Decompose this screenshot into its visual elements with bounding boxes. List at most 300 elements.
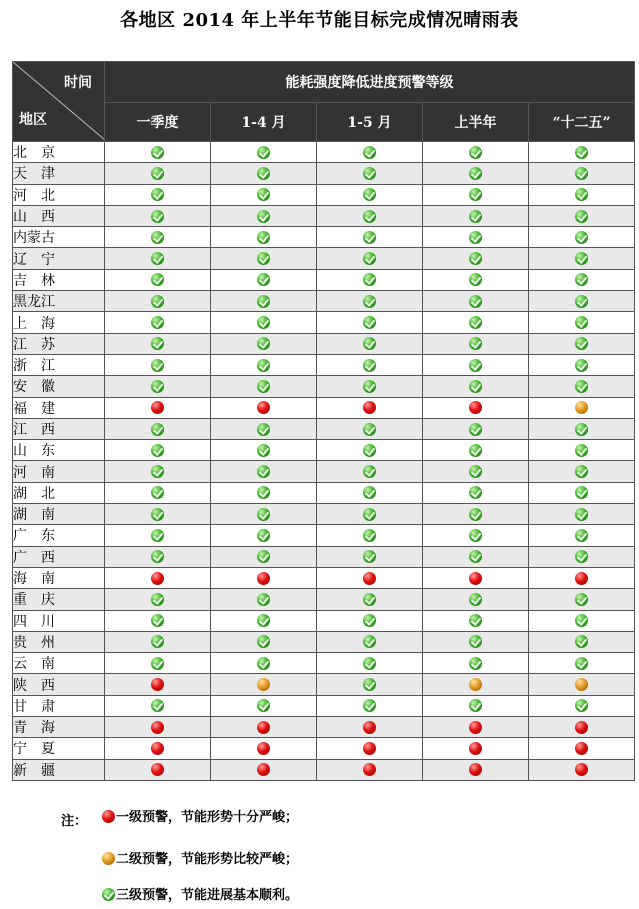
green-check-dot-icon: [469, 508, 482, 521]
green-check-dot-icon: [257, 550, 270, 563]
warning-cell: [317, 610, 423, 631]
green-check-dot-icon: [257, 529, 270, 542]
warning-cell: [529, 653, 635, 674]
warning-cell: [317, 269, 423, 290]
green-check-dot-icon: [151, 508, 164, 521]
red-warning-dot-icon: [151, 572, 164, 585]
warning-cell: [105, 653, 211, 674]
green-check-dot-icon: [575, 465, 588, 478]
green-check-dot-icon: [363, 614, 376, 627]
green-check-dot-icon: [575, 657, 588, 670]
warning-cell: [211, 631, 317, 652]
green-check-dot-icon: [363, 657, 376, 670]
warning-cell: [105, 674, 211, 695]
green-check-dot-icon: [575, 635, 588, 648]
green-check-dot-icon: [469, 423, 482, 436]
table-row: [13, 482, 635, 503]
green-check-dot-icon: [257, 273, 270, 286]
region-name: 江 西: [13, 418, 105, 439]
table-body: [13, 142, 635, 781]
corner-header: [13, 62, 105, 142]
warning-cell: [105, 440, 211, 461]
green-check-dot-icon: [469, 167, 482, 180]
warning-cell: [529, 504, 635, 525]
legend-item-green: [102, 884, 298, 903]
red-warning-dot-icon: [363, 742, 376, 755]
region-name: 福 建: [13, 397, 105, 418]
warning-cell: [529, 269, 635, 290]
red-warning-dot-icon: [102, 810, 115, 823]
warning-cell: [423, 376, 529, 397]
warning-cell: [529, 610, 635, 631]
green-check-dot-icon: [363, 167, 376, 180]
red-warning-dot-icon: [469, 742, 482, 755]
green-check-dot-icon: [151, 486, 164, 499]
warning-cell: [317, 653, 423, 674]
green-check-dot-icon: [257, 167, 270, 180]
region-name: 吉 林: [13, 269, 105, 290]
warning-cell: [211, 354, 317, 375]
region-name: 甘 肃: [13, 695, 105, 716]
orange-warning-dot-icon: [257, 678, 270, 691]
warning-cell: [211, 461, 317, 482]
warning-cell: [211, 227, 317, 248]
green-check-dot-icon: [363, 465, 376, 478]
region-name: 河 北: [13, 184, 105, 205]
column-header-h1: 上半年: [423, 103, 529, 142]
warning-cell: [317, 482, 423, 503]
warning-cell: [211, 653, 317, 674]
warning-cell: [423, 482, 529, 503]
warning-cell: [423, 567, 529, 588]
green-check-dot-icon: [363, 508, 376, 521]
warning-cell: [105, 567, 211, 588]
warning-cell: [423, 248, 529, 269]
warning-cell: [211, 674, 317, 695]
green-check-dot-icon: [575, 359, 588, 372]
red-warning-dot-icon: [575, 763, 588, 776]
warning-cell: [211, 397, 317, 418]
warning-cell: [529, 525, 635, 546]
red-warning-dot-icon: [575, 572, 588, 585]
green-check-dot-icon: [257, 593, 270, 606]
region-name: 辽 宁: [13, 248, 105, 269]
red-warning-dot-icon: [151, 763, 164, 776]
column-header-q1: 一季度: [105, 103, 211, 142]
region-name: 天 津: [13, 163, 105, 184]
green-check-dot-icon: [151, 337, 164, 350]
warning-cell: [105, 504, 211, 525]
warning-cell: [105, 333, 211, 354]
green-check-dot-icon: [363, 210, 376, 223]
green-check-dot-icon: [469, 316, 482, 329]
green-check-dot-icon: [469, 210, 482, 223]
green-check-dot-icon: [257, 614, 270, 627]
legend-item-orange: [102, 848, 298, 867]
green-check-dot-icon: [469, 699, 482, 712]
green-check-dot-icon: [257, 210, 270, 223]
green-check-dot-icon: [575, 423, 588, 436]
column-header-12th-five-year: “十二五”: [529, 103, 635, 142]
warning-cell: [105, 269, 211, 290]
green-check-dot-icon: [151, 231, 164, 244]
warning-cell: [423, 312, 529, 333]
table-row: [13, 674, 635, 695]
table-row: [13, 504, 635, 525]
warning-cell: [529, 291, 635, 312]
green-check-dot-icon: [575, 146, 588, 159]
warning-cell: [529, 227, 635, 248]
region-name: 青 海: [13, 717, 105, 738]
warning-cell: [423, 695, 529, 716]
table-row: [13, 610, 635, 631]
green-check-dot-icon: [363, 423, 376, 436]
region-name: 山 西: [13, 205, 105, 226]
warning-cell: [529, 589, 635, 610]
table-row: [13, 184, 635, 205]
warning-cell: [211, 376, 317, 397]
warning-cell: [423, 142, 529, 163]
warning-cell: [423, 418, 529, 439]
green-check-dot-icon: [151, 593, 164, 606]
green-check-dot-icon: [151, 550, 164, 563]
warning-cell: [423, 461, 529, 482]
warning-cell: [423, 354, 529, 375]
warning-cell: [423, 653, 529, 674]
table-row: [13, 376, 635, 397]
region-name: 四 川: [13, 610, 105, 631]
green-check-dot-icon: [363, 550, 376, 563]
warning-cell: [529, 163, 635, 184]
legend-note-label: 注：: [61, 814, 88, 829]
column-header-jan-may: 1-5 月: [317, 103, 423, 142]
legend-text: 一级预警，节能形势十分严峻；: [116, 810, 299, 825]
red-warning-dot-icon: [151, 721, 164, 734]
page-title: 各地区 2014 年上半年节能目标完成情况晴雨表: [120, 10, 519, 31]
green-check-dot-icon: [469, 657, 482, 670]
red-warning-dot-icon: [469, 401, 482, 414]
table-row: [13, 163, 635, 184]
green-check-dot-icon: [257, 146, 270, 159]
warning-cell: [105, 142, 211, 163]
region-name: 内蒙古: [13, 227, 105, 248]
region-name: 新 疆: [13, 759, 105, 780]
warning-cell: [317, 418, 423, 439]
green-check-dot-icon: [151, 273, 164, 286]
green-check-dot-icon: [257, 337, 270, 350]
warning-cell: [317, 631, 423, 652]
region-name: 贵 州: [13, 631, 105, 652]
green-check-dot-icon: [151, 210, 164, 223]
warning-cell: [105, 461, 211, 482]
warning-cell: [529, 184, 635, 205]
warning-cell: [105, 354, 211, 375]
green-check-dot-icon: [469, 486, 482, 499]
region-name: 安 徽: [13, 376, 105, 397]
green-check-dot-icon: [363, 678, 376, 691]
region-name: 云 南: [13, 653, 105, 674]
green-check-dot-icon: [363, 380, 376, 393]
warning-cell: [317, 376, 423, 397]
warning-cell: [529, 354, 635, 375]
table-row: [13, 461, 635, 482]
warning-cell: [105, 738, 211, 759]
green-check-dot-icon: [363, 486, 376, 499]
warning-cell: [211, 440, 317, 461]
green-check-dot-icon: [575, 699, 588, 712]
table-row: [13, 397, 635, 418]
warning-cell: [211, 248, 317, 269]
green-check-dot-icon: [469, 337, 482, 350]
red-warning-dot-icon: [469, 763, 482, 776]
table-row: [13, 653, 635, 674]
table-row: [13, 269, 635, 290]
region-name: 山 东: [13, 440, 105, 461]
green-check-dot-icon: [469, 231, 482, 244]
warning-cell: [211, 142, 317, 163]
warning-cell: [105, 184, 211, 205]
green-check-dot-icon: [257, 486, 270, 499]
group-header: 能耗强度降低进度预警等级: [105, 62, 635, 103]
green-check-dot-icon: [575, 486, 588, 499]
warning-cell: [423, 738, 529, 759]
warning-cell: [105, 376, 211, 397]
warning-cell: [317, 504, 423, 525]
table-row: [13, 354, 635, 375]
warning-cell: [211, 567, 317, 588]
green-check-dot-icon: [469, 295, 482, 308]
green-check-dot-icon: [257, 252, 270, 265]
warning-cell: [317, 546, 423, 567]
green-check-dot-icon: [575, 529, 588, 542]
green-check-dot-icon: [151, 444, 164, 457]
green-check-dot-icon: [469, 146, 482, 159]
green-check-dot-icon: [575, 167, 588, 180]
table-row: [13, 738, 635, 759]
green-check-dot-icon: [363, 316, 376, 329]
green-check-dot-icon: [469, 252, 482, 265]
region-name: 上 海: [13, 312, 105, 333]
green-check-dot-icon: [469, 444, 482, 457]
warning-cell: [317, 738, 423, 759]
warning-cell: [529, 482, 635, 503]
warning-cell: [105, 631, 211, 652]
warning-cell: [317, 695, 423, 716]
green-check-dot-icon: [151, 465, 164, 478]
red-warning-dot-icon: [363, 401, 376, 414]
legend-item-red: [102, 806, 298, 825]
warning-cell: [423, 291, 529, 312]
green-check-dot-icon: [469, 635, 482, 648]
warning-cell: [529, 759, 635, 780]
corner-region-label: 地区: [19, 112, 47, 128]
table-row: [13, 759, 635, 780]
green-check-dot-icon: [257, 423, 270, 436]
table-row: [13, 631, 635, 652]
region-name: 广 东: [13, 525, 105, 546]
warning-cell: [423, 525, 529, 546]
warning-cell: [105, 248, 211, 269]
energy-warning-table: [12, 61, 635, 781]
warning-cell: [423, 631, 529, 652]
warning-cell: [317, 397, 423, 418]
warning-cell: [105, 227, 211, 248]
green-check-dot-icon: [363, 699, 376, 712]
warning-cell: [211, 482, 317, 503]
green-check-dot-icon: [363, 252, 376, 265]
warning-cell: [317, 354, 423, 375]
warning-cell: [317, 205, 423, 226]
green-check-dot-icon: [575, 550, 588, 563]
warning-cell: [317, 184, 423, 205]
green-check-dot-icon: [151, 188, 164, 201]
warning-cell: [317, 163, 423, 184]
green-check-dot-icon: [575, 252, 588, 265]
warning-cell: [317, 567, 423, 588]
green-check-dot-icon: [151, 146, 164, 159]
green-check-dot-icon: [469, 593, 482, 606]
warning-cell: [317, 759, 423, 780]
warning-cell: [211, 333, 317, 354]
warning-cell: [317, 674, 423, 695]
warning-cell: [317, 461, 423, 482]
green-check-dot-icon: [469, 529, 482, 542]
warning-cell: [317, 717, 423, 738]
red-warning-dot-icon: [469, 721, 482, 734]
warning-cell: [423, 269, 529, 290]
warning-cell: [529, 397, 635, 418]
warning-cell: [317, 142, 423, 163]
green-check-dot-icon: [363, 146, 376, 159]
warning-cell: [211, 418, 317, 439]
table-row: [13, 312, 635, 333]
warning-cell: [423, 674, 529, 695]
green-check-dot-icon: [469, 359, 482, 372]
warning-cell: [211, 759, 317, 780]
table-row: [13, 440, 635, 461]
green-check-dot-icon: [363, 529, 376, 542]
red-warning-dot-icon: [151, 742, 164, 755]
green-check-dot-icon: [151, 699, 164, 712]
warning-cell: [529, 567, 635, 588]
green-check-dot-icon: [363, 295, 376, 308]
table-row: [13, 567, 635, 588]
green-check-dot-icon: [363, 444, 376, 457]
region-name: 广 西: [13, 546, 105, 567]
warning-cell: [105, 163, 211, 184]
warning-cell: [211, 312, 317, 333]
warning-cell: [105, 610, 211, 631]
warning-cell: [423, 440, 529, 461]
green-check-dot-icon: [469, 465, 482, 478]
corner-time-label: 时间: [64, 75, 92, 91]
warning-cell: [529, 631, 635, 652]
table-row: [13, 291, 635, 312]
orange-warning-dot-icon: [575, 401, 588, 414]
warning-cell: [423, 184, 529, 205]
warning-cell: [211, 589, 317, 610]
warning-cell: [317, 248, 423, 269]
green-check-dot-icon: [363, 635, 376, 648]
green-check-dot-icon: [151, 167, 164, 180]
green-check-dot-icon: [257, 188, 270, 201]
warning-cell: [423, 546, 529, 567]
green-check-dot-icon: [575, 614, 588, 627]
green-check-dot-icon: [151, 423, 164, 436]
green-check-dot-icon: [363, 231, 376, 244]
warning-cell: [105, 482, 211, 503]
green-check-dot-icon: [151, 635, 164, 648]
warning-cell: [423, 610, 529, 631]
green-check-dot-icon: [151, 252, 164, 265]
green-check-dot-icon: [151, 359, 164, 372]
warning-cell: [423, 205, 529, 226]
warning-cell: [423, 227, 529, 248]
warning-cell: [317, 525, 423, 546]
warning-cell: [105, 546, 211, 567]
green-check-dot-icon: [575, 210, 588, 223]
region-name: 河 南: [13, 461, 105, 482]
warning-cell: [423, 163, 529, 184]
region-name: 海 南: [13, 567, 105, 588]
green-check-dot-icon: [257, 699, 270, 712]
warning-cell: [529, 205, 635, 226]
table-row: [13, 717, 635, 738]
warning-cell: [211, 269, 317, 290]
green-check-dot-icon: [257, 508, 270, 521]
red-warning-dot-icon: [151, 678, 164, 691]
table-row: [13, 525, 635, 546]
green-check-dot-icon: [575, 508, 588, 521]
green-check-dot-icon: [469, 273, 482, 286]
green-check-dot-icon: [257, 465, 270, 478]
warning-cell: [317, 312, 423, 333]
warning-cell: [211, 184, 317, 205]
green-check-dot-icon: [469, 380, 482, 393]
warning-cell: [211, 504, 317, 525]
warning-cell: [529, 674, 635, 695]
red-warning-dot-icon: [575, 742, 588, 755]
red-warning-dot-icon: [257, 742, 270, 755]
warning-cell: [423, 589, 529, 610]
column-header-jan-apr: 1-4 月: [211, 103, 317, 142]
warning-cell: [529, 717, 635, 738]
green-check-dot-icon: [363, 337, 376, 350]
warning-cell: [529, 695, 635, 716]
table-row: [13, 205, 635, 226]
warning-cell: [211, 205, 317, 226]
warning-cell: [211, 610, 317, 631]
warning-cell: [317, 291, 423, 312]
table-row: [13, 227, 635, 248]
orange-warning-dot-icon: [102, 852, 115, 865]
warning-cell: [105, 525, 211, 546]
green-check-dot-icon: [151, 529, 164, 542]
green-check-dot-icon: [575, 295, 588, 308]
green-check-dot-icon: [257, 359, 270, 372]
region-name: 湖 北: [13, 482, 105, 503]
green-check-dot-icon: [151, 614, 164, 627]
green-check-dot-icon: [575, 380, 588, 393]
green-check-dot-icon: [151, 380, 164, 393]
red-warning-dot-icon: [151, 401, 164, 414]
green-check-dot-icon: [575, 316, 588, 329]
table-row: [13, 333, 635, 354]
red-warning-dot-icon: [257, 763, 270, 776]
green-check-dot-icon: [469, 550, 482, 563]
orange-warning-dot-icon: [575, 678, 588, 691]
warning-cell: [529, 461, 635, 482]
